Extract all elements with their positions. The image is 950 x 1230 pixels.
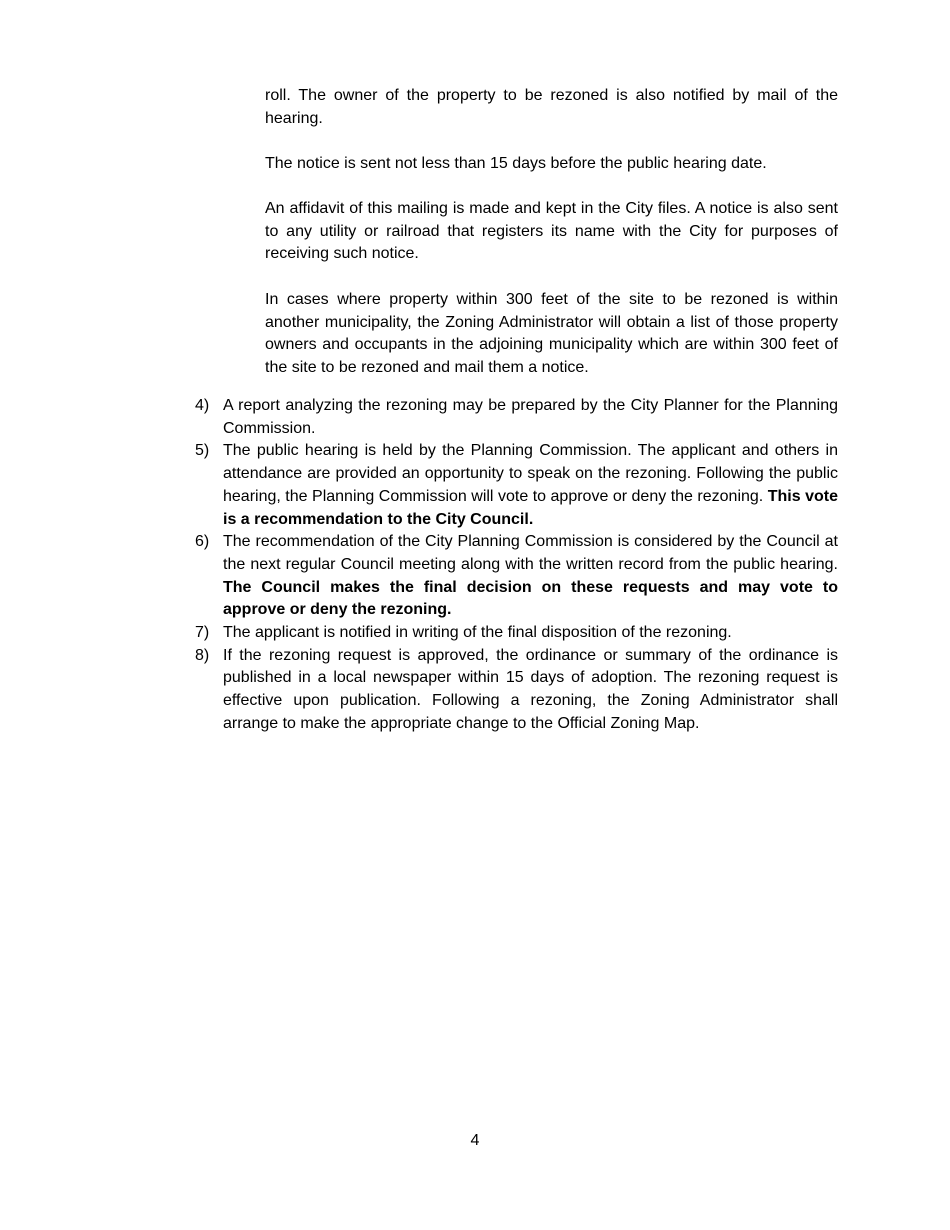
list-item <box>195 531 838 622</box>
list-item-text: The public hearing is held by the Planning Commission. The applicant and others in attendance are provided an opportunity to speak on the rezoning. Following the public hearing, the Planning Commission will vote to approve or deny the rezoning. <box>223 442 838 505</box>
list-item <box>195 395 838 440</box>
list-item-number: 8) <box>195 646 210 664</box>
page-number: 4 <box>470 1132 480 1149</box>
list-item <box>195 645 838 736</box>
paragraph-mail-notice: roll. The owner of the property to be rezoned is also notified by mail of the hearing. <box>265 87 838 127</box>
list-item-text: The applicant is notified in writing of the final disposition of the rezoning. <box>223 624 732 642</box>
list-item-text: A report analyzing the rezoning may be prepared by the City Planner for the Planning Commission. <box>223 397 838 437</box>
list-item-number: 5) <box>195 442 210 460</box>
list-item-number: 4) <box>195 397 210 414</box>
list-item-emphasis: The Council makes the final decision on these requests and may vote to approve or deny the rezoning. <box>223 578 838 619</box>
paragraph-notice-timing: The notice is sent not less than 15 days before the public hearing date. <box>265 155 767 172</box>
list-item-text: The recommendation of the City Planning Commission is considered by the Council at the next regular Council meeting along with the written record from the public hearing. <box>223 533 838 573</box>
procedure-steps-list <box>195 395 838 736</box>
list-item <box>195 622 838 645</box>
list-item-text: If the rezoning request is approved, the ordinance or summary of the ordinance is published in a local newspaper within 15 days of adoption. The rezoning request is effective upon publication. Following a rezoning, the Zoning Administrator shall arrange to make the appropriate change to the Official Zoning Map. <box>223 646 838 732</box>
list-item-number: 6) <box>195 533 210 551</box>
paragraph-adjoining-municipality: In cases where property within 300 feet of the site to be rezoned is within another municipality, the Zoning Administrator will obtain a list of those property owners and occupants in the adjoining municipality which are within 300 feet of the site to be rezoned and mail them a notice. <box>265 291 838 377</box>
list-item-number: 7) <box>195 624 210 642</box>
paragraph-affidavit: An affidavit of this mailing is made and kept in the City files. A notice is also sent to any utility or railroad that registers its name with the City for purposes of receiving such notice. <box>265 200 838 263</box>
list-item-emphasis: This vote is a recommendation to the City Council. <box>223 487 839 528</box>
list-item <box>195 440 838 531</box>
